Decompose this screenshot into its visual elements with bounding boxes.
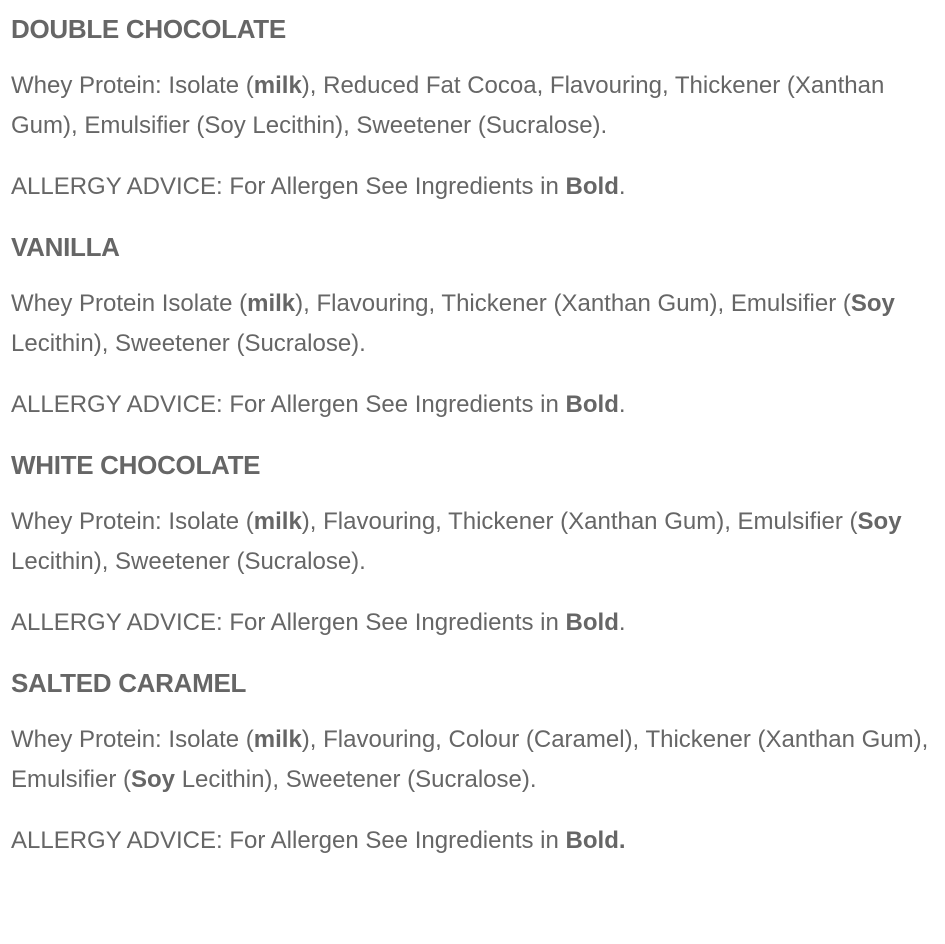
ingredients-text bbox=[11, 284, 943, 364]
allergen-highlight: Soy bbox=[131, 766, 176, 793]
ingredient-segment: Lecithin), Sweetener (Sucralose). bbox=[11, 548, 366, 575]
ingredients-text bbox=[11, 502, 943, 582]
allergy-punctuation: . bbox=[618, 609, 626, 636]
ingredient-segment: Whey Protein: Isolate ( bbox=[11, 72, 254, 99]
allergy-advice bbox=[11, 603, 945, 643]
allergy-advice bbox=[11, 821, 945, 861]
ingredients-text bbox=[11, 720, 943, 800]
allergy-text: ALLERGY ADVICE: For Allergen See Ingredients in bbox=[11, 173, 566, 200]
flavour-section-double-chocolate bbox=[11, 10, 945, 207]
flavour-title: VANILLA bbox=[11, 232, 120, 262]
flavour-section-vanilla bbox=[11, 228, 945, 425]
flavour-title: WHITE CHOCOLATE bbox=[11, 450, 261, 480]
allergen-highlight: milk bbox=[253, 72, 302, 99]
allergy-punctuation: . bbox=[618, 173, 626, 200]
allergy-text: ALLERGY ADVICE: For Allergen See Ingredients in bbox=[11, 609, 566, 636]
ingredient-segment: Lecithin), Sweetener (Sucralose). bbox=[11, 330, 366, 357]
allergy-advice bbox=[11, 167, 945, 207]
allergy-bold-word: Bold bbox=[565, 173, 619, 200]
allergy-bold-word: Bold. bbox=[565, 827, 626, 854]
allergy-bold-word: Bold bbox=[565, 391, 619, 418]
ingredient-segment: ), Flavouring, Thickener (Xanthan Gum), Emulsifier ( bbox=[301, 508, 858, 535]
ingredient-segment: ), Reduced Fat Cocoa, Flavouring, Thickener (Xanthan Gum), Emulsifier (Soy Lecithin), Sweetener (Sucralose). bbox=[11, 72, 885, 139]
allergy-advice bbox=[11, 385, 945, 425]
ingredient-segment: ), Flavouring, Colour (Caramel), Thickener (Xanthan Gum), Emulsifier ( bbox=[11, 726, 929, 793]
ingredient-segment: Whey Protein: Isolate ( bbox=[11, 726, 254, 753]
allergy-text: ALLERGY ADVICE: For Allergen See Ingredients in bbox=[11, 827, 566, 854]
ingredient-segment: Whey Protein: Isolate ( bbox=[11, 508, 254, 535]
ingredient-segment: ), Flavouring, Thickener (Xanthan Gum), Emulsifier ( bbox=[295, 290, 851, 317]
allergy-bold-word: Bold bbox=[565, 609, 619, 636]
flavour-section-salted-caramel bbox=[11, 664, 945, 861]
allergen-highlight: Soy bbox=[850, 290, 895, 317]
allergen-highlight: milk bbox=[253, 508, 302, 535]
ingredient-segment: Whey Protein Isolate ( bbox=[11, 290, 248, 317]
flavour-title: DOUBLE CHOCOLATE bbox=[11, 14, 286, 44]
allergy-text: ALLERGY ADVICE: For Allergen See Ingredients in bbox=[11, 391, 566, 418]
allergen-highlight: milk bbox=[247, 290, 296, 317]
flavour-section-white-chocolate bbox=[11, 446, 945, 643]
allergen-highlight: milk bbox=[253, 726, 302, 753]
ingredient-segment: Lecithin), Sweetener (Sucralose). bbox=[175, 766, 537, 793]
allergen-highlight: Soy bbox=[857, 508, 902, 535]
ingredients-text bbox=[11, 66, 943, 146]
allergy-punctuation: . bbox=[618, 391, 626, 418]
flavour-title: SALTED CARAMEL bbox=[11, 668, 247, 698]
